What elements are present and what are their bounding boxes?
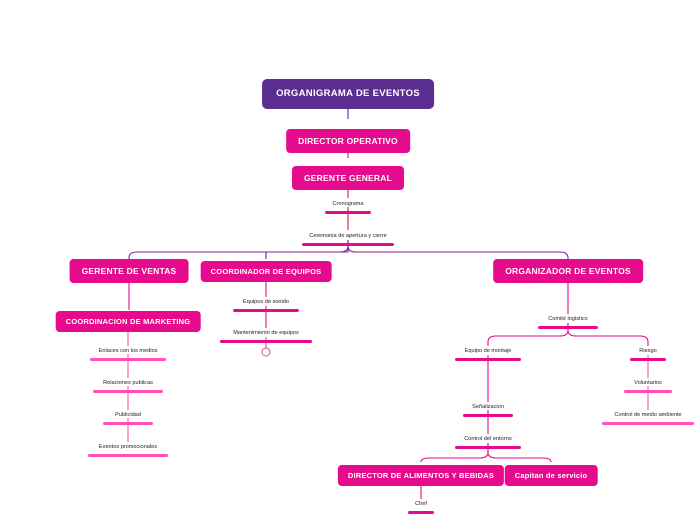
node-gerente-general[interactable]: GERENTE GENERAL	[292, 166, 404, 190]
node-underline-senalizacion	[463, 414, 513, 417]
node-underline-mantenimiento	[220, 340, 312, 343]
node-coordinador-de-equipos[interactable]: COORDINADOR DE EQUIPOS	[201, 261, 332, 282]
add-node-handle[interactable]	[262, 348, 271, 357]
node-control-de-medio-ambiente[interactable]: Control de medio ambiente	[614, 412, 682, 418]
node-underline-control-medio-ambiente	[602, 422, 694, 425]
node-underline-equipo-de-montaje	[455, 358, 521, 361]
node-capitan-de-servicio[interactable]: Capitan de servicio	[505, 465, 598, 486]
node-underline-relaciones	[93, 390, 163, 393]
node-underline-equipos-de-sonido	[233, 309, 299, 312]
node-organizador-de-eventos[interactable]: ORGANIZADOR DE EVENTOS	[493, 259, 643, 283]
node-cronograma[interactable]: Cronograma	[332, 201, 364, 207]
node-underline-enlaces	[90, 358, 166, 361]
node-coordinacion-de-marketing[interactable]: COORDINACION DE MARKETING	[56, 311, 201, 332]
node-underline-riesgo	[630, 358, 666, 361]
node-underline-publicidad	[103, 422, 153, 425]
node-equipo-de-montaje[interactable]: Equipo de montaje	[464, 348, 512, 354]
node-director-de-alimentos-y-bebidas[interactable]: DIRECTOR DE ALIMENTOS Y BEBIDAS	[338, 465, 504, 486]
node-riesgo[interactable]: Riesgo	[639, 348, 657, 354]
node-equipos-de-sonido[interactable]: Equipos de sonido	[242, 299, 290, 305]
node-ceremonia-de-apertura-y-cierre[interactable]: Ceremonia de apertura y cierre	[309, 233, 387, 239]
node-relaciones-publicas[interactable]: Relaciones publicas	[103, 380, 153, 386]
node-underline-cronograma	[325, 211, 371, 214]
node-senalizacion[interactable]: Señalizacion	[472, 404, 504, 410]
node-underline-voluntarios	[624, 390, 672, 393]
node-organigrama-de-eventos[interactable]: ORGANIGRAMA DE EVENTOS	[262, 79, 434, 109]
node-eventos-promocionales[interactable]: Eventos promocionales	[98, 444, 158, 450]
node-voluntarios[interactable]: Voluntarios	[634, 380, 662, 386]
node-underline-control-del-entorno	[455, 446, 521, 449]
node-comite-logistico[interactable]: Comité logistico	[548, 316, 588, 322]
node-underline-comite-logistico	[538, 326, 598, 329]
node-control-del-entorno[interactable]: Control del entorno	[464, 436, 512, 442]
node-gerente-de-ventas[interactable]: GERENTE DE VENTAS	[70, 259, 189, 283]
node-mantenimiento-de-equipos[interactable]: Mantenimiento de equipos	[233, 330, 299, 336]
node-director-operativo[interactable]: DIRECTOR OPERATIVO	[286, 129, 410, 153]
node-publicidad[interactable]: Publicidad	[115, 412, 141, 418]
node-underline-ceremonia	[302, 243, 394, 246]
node-enlaces-con-los-medios[interactable]: Enlaces con los medios	[98, 348, 158, 354]
node-chef[interactable]: Chef	[415, 501, 427, 507]
node-underline-eventos-promocionales	[88, 454, 168, 457]
node-underline-chef	[408, 511, 434, 514]
